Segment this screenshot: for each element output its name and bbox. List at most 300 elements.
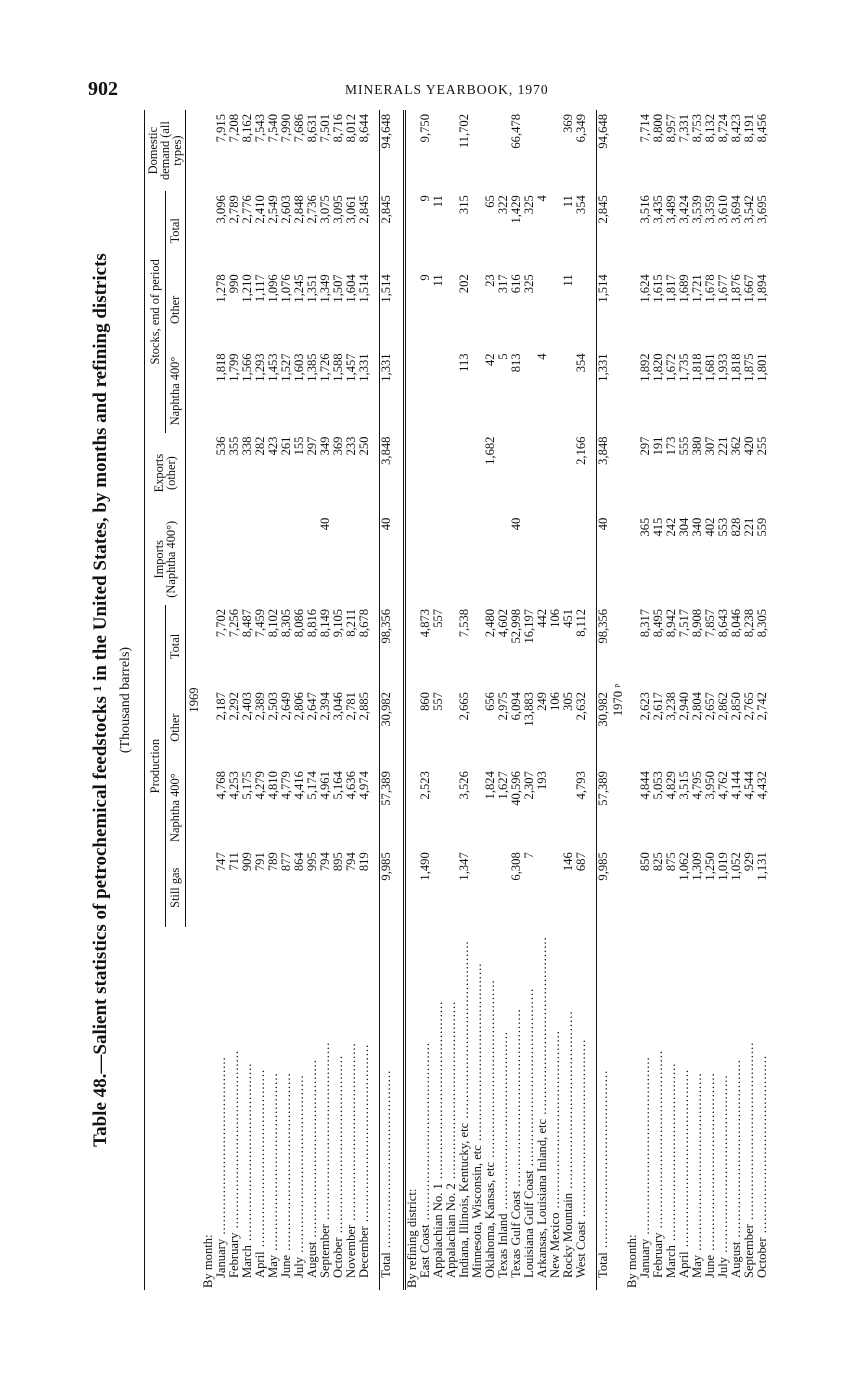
cell-value: 2,649 — [279, 692, 293, 721]
cell-value: 8,162 — [240, 114, 254, 143]
cell-value: 2,307 — [522, 771, 536, 800]
cell-value: 711 — [227, 852, 241, 871]
cell-value: 242 — [664, 517, 678, 537]
cell-value: 2,647 — [305, 692, 319, 721]
cell-value: 2,804 — [690, 692, 704, 721]
cell-value: 13,883 — [522, 692, 536, 727]
cell-value: 559 — [755, 517, 769, 537]
section-label: By refining district: — [405, 1188, 419, 1288]
cell-value — [228, 514, 241, 605]
cell-value: 1,672 — [664, 353, 678, 382]
cell-value: 864 — [292, 852, 306, 872]
cell-value: 2,776 — [240, 195, 254, 224]
cell-value: 8,643 — [716, 608, 730, 638]
cell-value: 221 — [716, 436, 730, 456]
cell-value: 40 — [509, 517, 523, 531]
cell-value: 8,644 — [357, 114, 371, 143]
row-label-text: October ..... — [331, 1055, 345, 1278]
rule-cell — [393, 191, 405, 270]
cell-value: 4,253 — [227, 771, 241, 800]
cell-value — [523, 514, 536, 605]
cell-value: 2,850 — [729, 692, 743, 721]
cell-value: 1,019 — [716, 852, 730, 881]
cell-value — [419, 433, 432, 514]
cell-value — [562, 514, 575, 605]
year-row — [186, 110, 203, 1290]
cell-value: 23 — [483, 274, 497, 287]
cell-value — [432, 514, 445, 605]
cell-value: 557 — [431, 608, 445, 628]
cell-value: 3,075 — [318, 195, 332, 224]
cell-value: 7,915 — [214, 114, 228, 143]
cell-value: 2,862 — [716, 692, 730, 721]
row-label-text: December ..... — [357, 1044, 371, 1278]
rule-cell — [393, 514, 405, 605]
double-rule-row — [393, 110, 405, 1290]
cell-value: 2,885 — [357, 692, 371, 721]
table-row — [575, 110, 588, 1290]
cell-value: 7,208 — [227, 114, 241, 143]
cell-value: 4,768 — [214, 771, 228, 800]
cell-value — [280, 514, 293, 605]
cell-value: 1,349 — [318, 274, 332, 303]
total-label — [597, 927, 611, 1290]
cell-value: 11 — [431, 274, 445, 287]
cell-value — [445, 433, 458, 514]
cell-value: 173 — [664, 436, 678, 456]
cell-value: 1,604 — [344, 274, 358, 303]
cell-value: 193 — [535, 771, 549, 791]
cell-value: 354 — [574, 195, 588, 215]
cell-value: 9 — [418, 195, 432, 202]
cell-value: 7,543 — [253, 114, 267, 143]
row-label-text: June ..... — [279, 1072, 293, 1278]
cell-value: 1,824 — [483, 771, 497, 800]
total-value: 1,331 — [380, 349, 394, 432]
cell-value: 6,349 — [574, 114, 588, 143]
cell-value: 1,677 — [716, 274, 730, 303]
cell-value: 3,489 — [664, 195, 678, 224]
col-still-gas: Still gas — [165, 848, 186, 927]
cell-value: 317 — [496, 274, 510, 294]
section-label: By month: — [625, 1234, 639, 1288]
row-label-text: February ..... — [227, 1050, 241, 1278]
cell-value: 365 — [638, 517, 652, 537]
cell-value: 3,238 — [664, 692, 678, 721]
cell-value: 1,682 — [483, 436, 497, 465]
cell-value: 3,950 — [703, 771, 717, 800]
cell-value: 7,714 — [638, 114, 652, 143]
total-value: 30,982 — [597, 688, 611, 767]
cell-value — [497, 433, 510, 514]
cell-value: 1,385 — [305, 353, 319, 382]
cell-value: 2,394 — [318, 692, 332, 721]
cell-value: 40 — [318, 517, 332, 531]
total-value: 98,356 — [597, 605, 611, 688]
stocks-header: Stocks, end of period — [145, 191, 166, 432]
rule-cell — [393, 110, 405, 191]
cell-value: 1,245 — [292, 274, 306, 303]
cell-value: 2,632 — [574, 692, 588, 721]
cell-value: 7,331 — [677, 114, 691, 143]
cell-value — [549, 767, 562, 848]
cell-value: 8,012 — [344, 114, 358, 143]
cell-value: 362 — [729, 436, 743, 456]
empty-cell — [405, 605, 420, 688]
cell-value: 1,117 — [253, 274, 267, 303]
cell-value: 1,603 — [292, 353, 306, 382]
cell-value: 9,105 — [331, 608, 345, 638]
cell-value: 557 — [431, 692, 445, 711]
cell-value: 1,892 — [638, 353, 652, 382]
cell-value: 8,317 — [638, 608, 652, 638]
exports-header: Exports (other) — [145, 433, 186, 514]
cell-value: 2,848 — [292, 195, 306, 224]
cell-value: 616 — [509, 274, 523, 294]
total-value: 94,648 — [380, 110, 394, 191]
cell-value: 2,736 — [305, 195, 319, 224]
cell-value: 1,681 — [703, 353, 717, 382]
cell-value: 1,818 — [214, 353, 228, 382]
cell-value: 8,800 — [651, 114, 665, 143]
cell-value: 1,062 — [677, 852, 691, 881]
col-prod-naphtha: Naphtha 400° — [165, 767, 186, 848]
total-value: 1,514 — [380, 270, 394, 349]
cell-value: 5,164 — [331, 771, 345, 800]
total-value: 2,845 — [597, 191, 611, 270]
row-label-text: September ..... — [318, 1042, 332, 1278]
cell-value: 8,716 — [331, 114, 345, 143]
cell-value: 442 — [535, 608, 549, 628]
cell-value: 791 — [253, 852, 267, 872]
imports-header: Imports (Naphtha 400°) — [145, 514, 186, 605]
cell-value: 1,293 — [253, 353, 267, 382]
row-label-text: Louisiana Gulf Coast ..... — [522, 988, 536, 1278]
row-label-text: Appalachian No. 1 ..... — [431, 1001, 445, 1278]
col-stock-total: Total — [165, 191, 186, 270]
cell-value: 261 — [279, 436, 293, 456]
total-value: 94,648 — [597, 110, 611, 191]
cell-value: 8,495 — [651, 608, 665, 638]
total-value: 40 — [597, 514, 611, 605]
cell-value: 4 — [535, 353, 549, 360]
rule-cell — [393, 927, 405, 1290]
cell-value: 3,046 — [331, 692, 345, 721]
cell-value: 2,765 — [742, 692, 756, 721]
cell-value: 877 — [279, 852, 293, 872]
cell-value: 6,094 — [509, 692, 523, 721]
cell-value: 233 — [344, 436, 358, 456]
total-value: 1,514 — [597, 270, 611, 349]
cell-value: 1,615 — [651, 274, 665, 303]
cell-value — [432, 349, 445, 432]
cell-value: 1,627 — [496, 771, 510, 800]
cell-value — [215, 514, 228, 605]
col-prod-total: Total — [165, 605, 186, 688]
row-label-text: June ..... — [703, 1072, 717, 1278]
cell-value: 3,539 — [690, 195, 704, 224]
cell-value: 8,487 — [240, 608, 254, 638]
cell-value — [536, 110, 549, 191]
cell-value: 1,429 — [509, 195, 523, 224]
cell-value: 8,678 — [357, 608, 371, 638]
group-header-row — [145, 110, 166, 1290]
row-label — [575, 927, 588, 1290]
cell-value: 2,665 — [457, 692, 471, 721]
cell-value: 65 — [483, 195, 497, 208]
cell-value: 2,617 — [651, 692, 665, 721]
cell-value: 9,750 — [418, 114, 432, 143]
cell-value: 106 — [548, 692, 562, 711]
cell-value: 415 — [651, 517, 665, 537]
cell-value: 322 — [496, 195, 510, 215]
cell-value: 909 — [240, 852, 254, 872]
cell-value: 1,331 — [357, 353, 371, 382]
empty-cell — [405, 110, 420, 191]
cell-value: 8,211 — [344, 608, 358, 637]
cell-value: 7,501 — [318, 114, 332, 143]
cell-value: 7,517 — [677, 608, 691, 638]
cell-value: 8,238 — [742, 608, 756, 638]
row-label-text: January ..... — [638, 1056, 652, 1278]
cell-value: 106 — [548, 608, 562, 628]
cell-value: 1,726 — [318, 353, 332, 382]
cell-value: 4,279 — [253, 771, 267, 800]
cell-value — [241, 514, 254, 605]
total-value: 1,331 — [597, 349, 611, 432]
row-label-text: October ..... — [755, 1055, 769, 1278]
cell-value: 9 — [418, 274, 432, 281]
stub-header — [145, 927, 186, 1290]
cell-value: 2,657 — [703, 692, 717, 721]
total-label-text: Total ..... — [596, 1070, 610, 1278]
cell-value: 2,781 — [344, 692, 358, 721]
cell-value: 307 — [703, 436, 717, 456]
total-label-text: Total ..... — [379, 1070, 393, 1278]
cell-value: 4,844 — [638, 771, 652, 800]
row-label-text: East Coast ..... — [418, 1042, 432, 1278]
row-label-text: March ..... — [240, 1063, 254, 1278]
cell-value — [549, 433, 562, 514]
row-label-text: July ..... — [292, 1074, 306, 1278]
cell-value: 2,549 — [266, 195, 280, 224]
rule-cell — [393, 767, 405, 848]
cell-value: 794 — [344, 852, 358, 872]
cell-value: 1,490 — [418, 852, 432, 881]
cell-value: 1,689 — [677, 274, 691, 303]
cell-value: 8,102 — [266, 608, 280, 638]
col-stock-naphtha: Naphtha 400° — [165, 349, 186, 432]
table-title: Table 48.—Salient statistics of petrochemical feedstocks ¹ in the United States, by months and refining districts — [90, 253, 111, 1147]
cell-value: 3,610 — [716, 195, 730, 224]
row-label-text: August ..... — [729, 1059, 743, 1278]
cell-value: 553 — [716, 517, 730, 537]
cell-value: 249 — [535, 692, 549, 711]
cell-value: 451 — [561, 608, 575, 628]
total-value: 9,985 — [380, 848, 394, 927]
cell-value: 2,975 — [496, 692, 510, 721]
row-label-text: Appalachian No. 2 ..... — [444, 1001, 458, 1278]
cell-value: 1,735 — [677, 353, 691, 382]
row-label-text: West Coast ..... — [574, 1039, 588, 1278]
cell-value: 7,990 — [279, 114, 293, 143]
cell-value: 3,695 — [755, 195, 769, 224]
total-value: 57,389 — [597, 767, 611, 848]
cell-value: 1,278 — [214, 274, 228, 303]
cell-value: 355 — [227, 436, 241, 456]
cell-value: 5,174 — [305, 771, 319, 800]
cell-value: 304 — [677, 517, 691, 537]
rule-cell — [393, 688, 405, 767]
cell-value: 2,480 — [483, 608, 497, 638]
cell-value: 4,432 — [755, 771, 769, 800]
cell-value: 8,957 — [664, 114, 678, 143]
cell-value: 1,309 — [690, 852, 704, 881]
cell-value: 8,816 — [305, 608, 319, 638]
cell-value — [484, 110, 497, 191]
total-row — [380, 110, 394, 1290]
cell-value: 828 — [729, 517, 743, 537]
cell-value — [523, 110, 536, 191]
cell-value: 155 — [292, 436, 306, 456]
cell-value — [523, 433, 536, 514]
cell-value — [549, 514, 562, 605]
cell-value: 8,149 — [318, 608, 332, 638]
cell-value: 929 — [742, 852, 756, 872]
cell-value: 4,974 — [357, 771, 371, 800]
row-label-text: Texas Gulf Coast ..... — [509, 1008, 523, 1278]
cell-value: 8,456 — [755, 114, 769, 143]
cell-value: 1,131 — [755, 852, 769, 881]
cell-value: 1,096 — [266, 274, 280, 303]
cell-value: 423 — [266, 436, 280, 456]
cell-value: 794 — [318, 852, 332, 872]
cell-value — [471, 110, 484, 191]
total-value: 30,982 — [380, 688, 394, 767]
cell-value: 2,389 — [253, 692, 267, 721]
cell-value: 825 — [651, 852, 665, 872]
cell-value: 1,210 — [240, 274, 254, 303]
cell-value: 2,623 — [638, 692, 652, 721]
cell-value: 4,795 — [690, 771, 704, 800]
row-label-text: May ..... — [690, 1072, 704, 1278]
cell-value: 3,515 — [677, 771, 691, 800]
cell-value: 7,540 — [266, 114, 280, 143]
total-value: 98,356 — [380, 605, 394, 688]
cell-value: 875 — [664, 852, 678, 872]
rotated-table-region — [90, 110, 830, 1290]
row-label-text: Oklahoma, Kansas, etc ..... — [483, 979, 497, 1278]
cell-value: 40,596 — [509, 771, 523, 806]
cell-value: 1,933 — [716, 353, 730, 382]
cell-value: 3,516 — [638, 195, 652, 224]
empty-cell — [405, 848, 420, 927]
row-label-text: April ..... — [253, 1069, 267, 1278]
cell-value: 1,588 — [331, 353, 345, 382]
cell-value — [445, 514, 458, 605]
cell-value: 4,961 — [318, 771, 332, 800]
cell-value: 1,875 — [742, 353, 756, 382]
cell-value: 191 — [651, 436, 665, 456]
cell-value: 8,305 — [755, 608, 769, 638]
cell-value — [536, 848, 549, 927]
cell-value: 860 — [418, 692, 432, 711]
cell-value: 297 — [638, 436, 652, 456]
running-head: MINERALS YEARBOOK, 1970 — [345, 82, 549, 97]
cell-value: 1,347 — [457, 852, 471, 881]
table-row — [756, 110, 769, 1290]
cell-value: 7,459 — [253, 608, 267, 638]
row-label-text: November ..... — [344, 1042, 358, 1278]
cell-value — [471, 848, 484, 927]
cell-value: 1,801 — [755, 353, 769, 382]
cell-value: 687 — [574, 852, 588, 872]
cell-value: 6,308 — [509, 852, 523, 881]
cell-value: 1,820 — [651, 353, 665, 382]
cell-value — [293, 514, 306, 605]
empty-cell — [405, 270, 420, 349]
cell-value: 349 — [318, 436, 332, 456]
cell-value: 11 — [561, 274, 575, 287]
table-body — [186, 110, 770, 1290]
cell-value: 3,542 — [742, 195, 756, 224]
rule-cell — [393, 848, 405, 927]
cell-value: 3,526 — [457, 771, 471, 800]
cell-value: 4,602 — [496, 608, 510, 638]
cell-value — [254, 514, 267, 605]
total-value: 40 — [380, 514, 394, 605]
cell-value: 8,132 — [703, 114, 717, 143]
cell-value: 3,424 — [677, 195, 691, 224]
cell-value: 42 — [483, 353, 497, 366]
cell-value: 1,667 — [742, 274, 756, 303]
section-label: By month: — [201, 1234, 215, 1288]
cell-value: 380 — [690, 436, 704, 456]
cell-value: 7,686 — [292, 114, 306, 143]
cell-value: 4,762 — [716, 771, 730, 800]
cell-value: 2,940 — [677, 692, 691, 721]
cell-value: 146 — [561, 852, 575, 872]
cell-value: 11 — [561, 195, 575, 208]
cell-value: 11 — [431, 195, 445, 208]
cell-value — [432, 110, 445, 191]
cell-value: 1,818 — [690, 353, 704, 382]
cell-value: 8,908 — [690, 608, 704, 638]
cell-value: 2,166 — [574, 436, 588, 465]
cell-value — [458, 514, 471, 605]
row-label-text: New Mexico ..... — [548, 1030, 562, 1278]
cell-value: 221 — [742, 517, 756, 537]
total-value: 9,985 — [597, 848, 611, 927]
cell-value: 420 — [742, 436, 756, 456]
cell-value — [575, 270, 588, 349]
cell-value: 4,636 — [344, 771, 358, 800]
cell-value: 1,678 — [703, 274, 717, 303]
cell-value: 8,305 — [279, 608, 293, 638]
domestic-demand-header: Domestic demand (all types) — [145, 110, 186, 191]
cell-value: 3,694 — [729, 195, 743, 224]
cell-value: 2,187 — [214, 692, 228, 721]
cell-value: 5,175 — [240, 771, 254, 800]
total-label — [380, 927, 394, 1290]
row-label-text: Texas Inland ..... — [496, 1031, 510, 1278]
table-row — [358, 110, 371, 1290]
cell-value: 8,724 — [716, 114, 730, 143]
cell-value: 8,112 — [574, 608, 588, 637]
empty-cell — [405, 514, 420, 605]
cell-value: 656 — [483, 692, 497, 711]
year-row — [610, 110, 626, 1290]
